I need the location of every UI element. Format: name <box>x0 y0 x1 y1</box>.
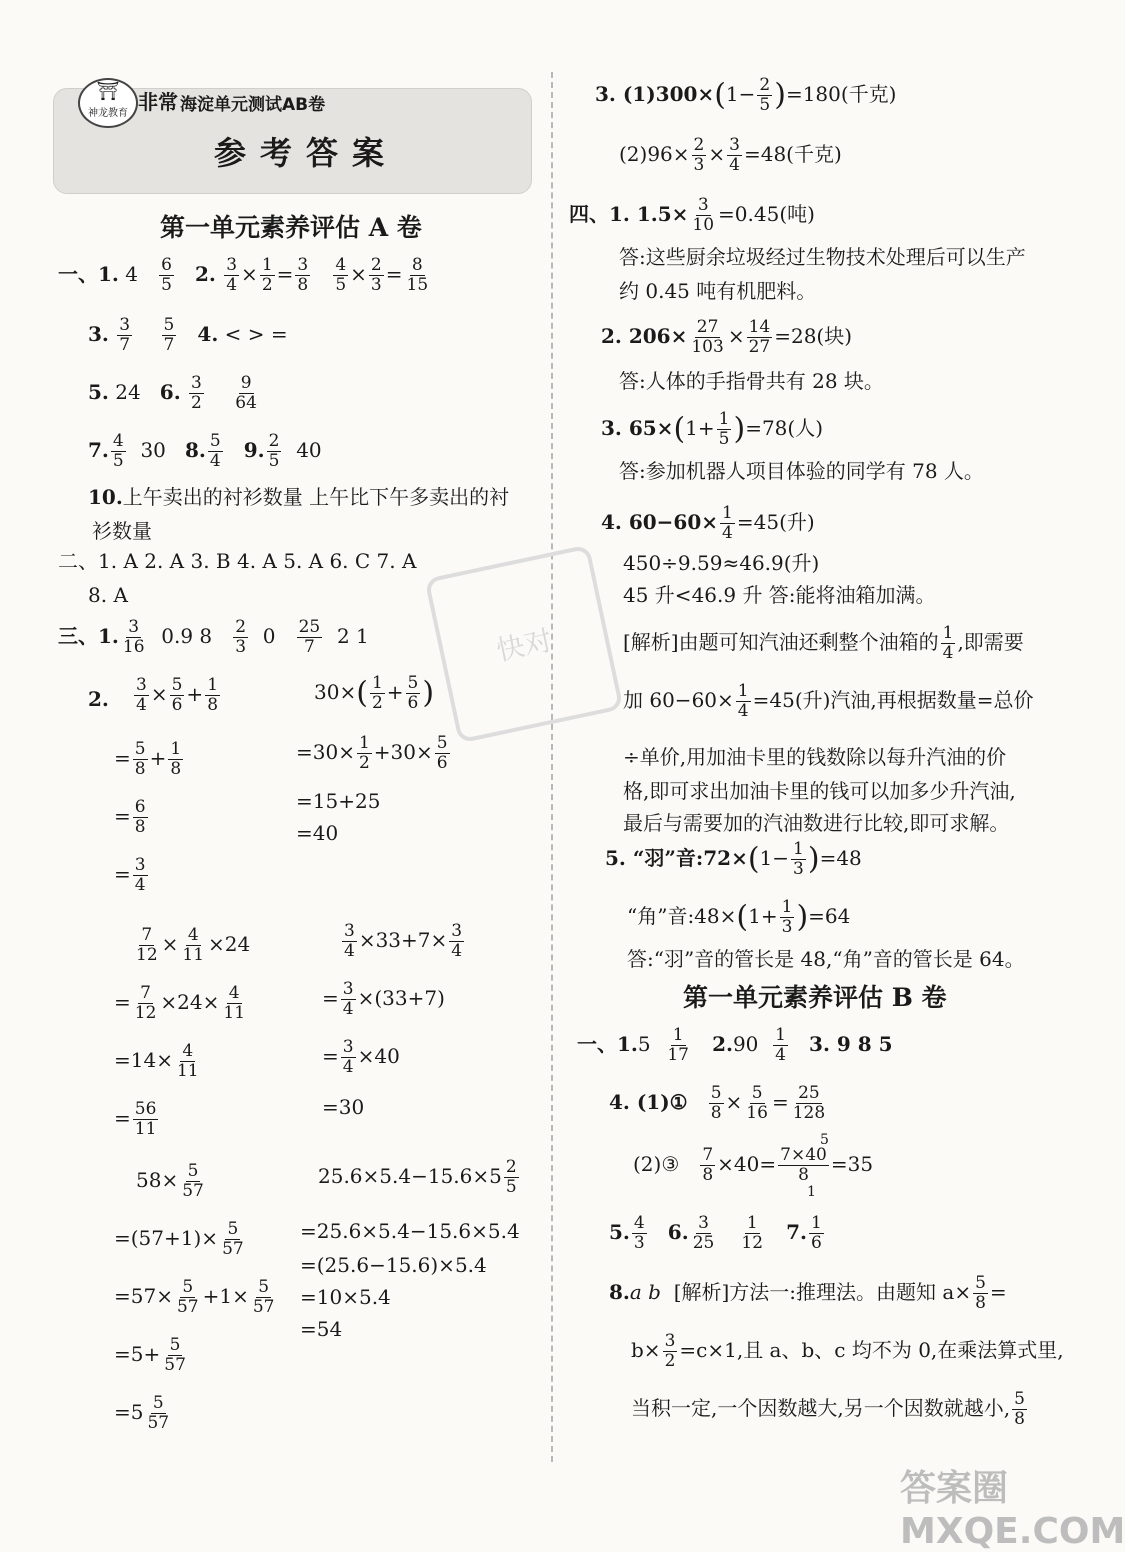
logo-text: 神龙教育 <box>88 108 128 119</box>
calc-f-step-2: =(25.6−15.6)×5.4 <box>300 1253 487 1277</box>
r-section-4-1-answer: 答:这些厨余垃圾经过生物技术处理后可以生产 <box>619 245 1026 269</box>
calc-f-expr: 25.6×5.4−15.6×5 $\frac{2}{5}$ <box>318 1157 517 1197</box>
r-answer-4-explain-2: 加 60−60× $\frac{1}{4}$ =45(升)汽油,再根据数量=总价 <box>623 681 1034 721</box>
section-2-answers: 二、1. A 2. A 3. B 4. A 5. A 6. C 7. A <box>58 549 417 573</box>
calc-e-step-4: =5 $\frac{5}{57}$ <box>114 1393 170 1433</box>
r-answer-4-explain-1: [解析]由题可知汽油还剩整个油箱的 $\frac{1}{4}$ ,即需要 <box>623 623 1024 663</box>
b-cancel-mark-bottom: 1 <box>807 1184 816 1200</box>
r-answer-3-2: (2)96× $\frac{2}{3}$ × $\frac{3}{4}$ =48(千克) <box>619 135 842 175</box>
calc-a-step-1: = $\frac{5}{8}$ + $\frac{1}{8}$ <box>114 739 182 779</box>
b-answer-line-1: 一、1.5 $\frac{1}{17}$ 2.90 $\frac{1}{4}$ 3. 9 8 5 <box>577 1025 893 1065</box>
answer-line-3-4: 3. $\frac{3}{7}$ $\frac{5}{7}$ 4. < > = <box>88 315 288 355</box>
calc-d-step-1: = $\frac{3}{4}$ ×(33+7) <box>322 979 445 1019</box>
calc-d-expr: $\frac{3}{4}$ ×33+7× $\frac{3}{4}$ <box>344 921 463 961</box>
calc-a-step-3: = $\frac{3}{4}$ <box>114 855 146 895</box>
b-answer-4-1: 4. (1)① $\frac{5}{8}$ × $\frac{5}{16}$ = $\frac{25}{128}$ <box>609 1083 826 1123</box>
publisher-logo-icon: ⛩ 神龙教育 <box>78 78 138 128</box>
section-a-title: 第一单元素养评估 A 卷 <box>160 213 422 242</box>
calc-label-2: 2. <box>88 687 109 711</box>
calc-e-step-3: =5+ $\frac{5}{57}$ <box>114 1335 186 1375</box>
calc-d-step-2: = $\frac{3}{4}$ ×40 <box>322 1037 400 1077</box>
r-answer-5a: 5. “羽”音:72×(1− $\frac{1}{3}$ )=48 <box>605 839 862 879</box>
calc-f-step-1: =25.6×5.4−15.6×5.4 <box>300 1219 520 1243</box>
r-answer-4-explain-5: 最后与需要加的汽油数进行比较,即可求解。 <box>623 811 1010 835</box>
r-section-4-1-answer-cont: 约 0.45 吨有机肥料。 <box>619 279 817 303</box>
calc-b-step-2: =15+25 <box>296 789 381 813</box>
section-2-answers-cont: 8. A <box>88 583 128 607</box>
calc-f-step-3: =10×5.4 <box>300 1285 391 1309</box>
calc-c-step-3: = $\frac{56}{11}$ <box>114 1099 157 1139</box>
r-answer-4: 4. 60−60× $\frac{1}{4}$ =45(升) <box>601 503 815 543</box>
r-answer-4-line-3: 45 升<46.9 升 答:能将油箱加满。 <box>623 583 936 607</box>
calc-d-step-3: =30 <box>322 1095 365 1119</box>
answer-line-10-cont: 衫数量 <box>92 519 152 543</box>
page-title: 参考答案 <box>214 134 399 172</box>
b-answer-8-line-1: 8.a b [解析]方法一:推理法。由题知 a× $\frac{5}{8}$ = <box>609 1273 1007 1313</box>
watermark-text: 快对 <box>493 623 556 668</box>
brand-name: 非常 <box>138 90 178 114</box>
calc-e-step-2: =57× $\frac{5}{57}$ +1× $\frac{5}{57}$ <box>114 1277 275 1317</box>
right-column <box>565 70 1064 1490</box>
calc-c-step-2: =14× $\frac{4}{11}$ <box>114 1041 199 1081</box>
r-answer-3c: 3. 65×(1+ $\frac{1}{5}$ )=78(人) <box>601 409 823 449</box>
r-answer-2: 2. 206× $\frac{27}{103}$ × $\frac{14}{27}$ =28(块) <box>601 317 853 357</box>
section-3-line-1: 三、1. $\frac{3}{16}$ 0.9 8 $\frac{2}{3}$ 0 $\frac{25}{7}$ 2 1 <box>58 617 369 657</box>
series-name: 海淀单元测试AB卷 <box>180 95 326 115</box>
corner-watermark: 答案圈 MXQE.COM <box>900 1468 1125 1552</box>
b-answer-8-line-2: b× $\frac{3}{2}$ =c×1,且 a、b、c 均不为 0,在乘法算式里, <box>631 1331 1064 1371</box>
calc-c-step-1: = $\frac{7}{12}$ ×24× $\frac{4}{11}$ <box>114 983 246 1023</box>
b-answer-5-7: 5. $\frac{4}{3}$ 6. $\frac{3}{25}$ $\frac{1}{12}$ 7. $\frac{1}{6}$ <box>609 1213 822 1253</box>
calc-e-step-1: =(57+1)× $\frac{5}{57}$ <box>114 1219 244 1259</box>
b-answer-4-2: (2)③ $\frac{7}{8}$ ×40= $\frac{7\times 40}{8}$ =35 <box>633 1145 874 1185</box>
answer-line-5-6: 5. 24 6. $\frac{3}{2}$ $\frac{9}{64}$ <box>88 373 257 413</box>
answer-line-1: 一、1. 4 $\frac{6}{5}$ 2. $\frac{3}{4}$ × $\frac{1}{2}$ = $\frac{3}{8}$ $\frac{4}{5}$ × $\frac{2}{3}$ = $\frac{8}{15}$ <box>58 255 429 295</box>
calc-a-expr: $\frac{3}{4}$ × $\frac{5}{6}$ + $\frac{1}{8}$ <box>136 675 219 715</box>
calc-a-step-2: = $\frac{6}{8}$ <box>114 797 146 837</box>
r-answer-5-text: 答:“羽”音的管长是 48,“角”音的管长是 64。 <box>627 947 1025 971</box>
b-answer-8-line-3: 当积一定,一个因数越大,另一个因数就越小, $\frac{5}{8}$ <box>631 1389 1025 1429</box>
r-answer-5b: “角”音:48×(1+ $\frac{1}{3}$ )=64 <box>627 897 851 937</box>
r-section-4-1: 四、1. 1.5× $\frac{3}{10}$ =0.45(吨) <box>569 195 815 235</box>
calc-f-step-4: =54 <box>300 1317 343 1341</box>
r-answer-4-explain-3: ÷单价,用加油卡里的钱数除以每升汽油的价 <box>623 745 1007 769</box>
calc-e-expr: 58× $\frac{5}{57}$ <box>136 1161 204 1201</box>
r-answer-3c-text: 答:参加机器人项目体验的同学有 78 人。 <box>619 459 984 483</box>
calc-b-step-3: =40 <box>296 821 339 845</box>
r-answer-4-explain-4: 格,即可求出加油卡里的钱可以加多少升汽油, <box>623 779 1016 803</box>
column-divider <box>551 72 553 1462</box>
calc-b-expr: 30×( $\frac{1}{2}$ + $\frac{5}{6}$ ) <box>314 673 435 713</box>
answer-line-10: 10.上午卖出的衬衫数量 上午比下午多卖出的衬 <box>88 485 510 509</box>
r-answer-2-text: 答:人体的手指骨共有 28 块。 <box>619 369 884 393</box>
left-column <box>50 70 545 1490</box>
calc-c-expr: $\frac{7}{12}$ × $\frac{4}{11}$ ×24 <box>136 925 251 965</box>
calc-b-step-1: =30× $\frac{1}{2}$ +30× $\frac{5}{6}$ <box>296 733 448 773</box>
r-answer-3-1: 3. (1)300×(1− $\frac{2}{5}$ )=180(千克) <box>595 75 897 115</box>
r-answer-4-line-2: 450÷9.59≈46.9(升) <box>623 551 820 575</box>
answer-line-7-9: 7. $\frac{4}{5}$ 30 8. $\frac{5}{4}$ 9. $\frac{2}{5}$ 40 <box>88 431 322 471</box>
b-cancel-mark-top: 5 <box>820 1132 829 1148</box>
section-b-title: 第一单元素养评估 B 卷 <box>683 983 947 1012</box>
